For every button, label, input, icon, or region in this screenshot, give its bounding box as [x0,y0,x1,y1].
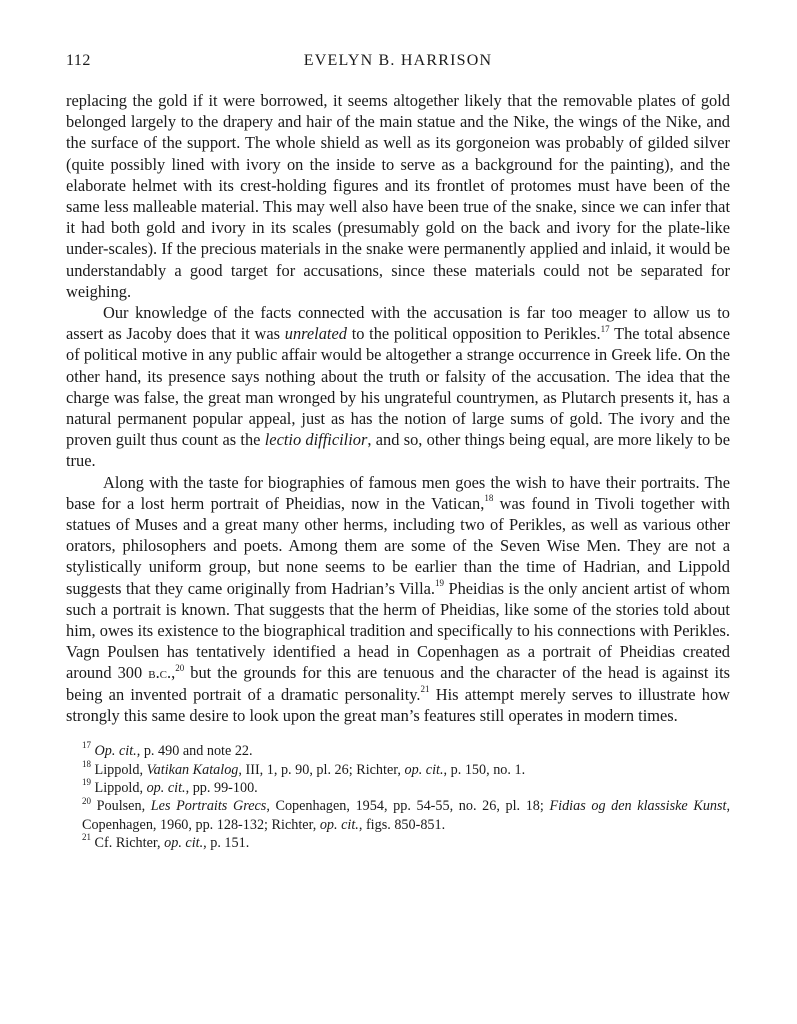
footnote-18: $^{18}$ Lippold, Vatikan Katalog, III, 1, p. 90, pl. 26; Richter, op. cit., p. 150, no. 1. [82,758,526,778]
page-number: 112 [66,52,91,69]
footnote-20: $^{20}$ Poulsen, Les Portraits Grecs, Copenhagen, 1954, pp. 54-55, no. 26, pl. 18; Fidias og den klassiske Kunst, Copenhagen, 1960, pp. 128-132; Richter, op. cit., figs. 850-851. [82,795,731,833]
running-title: EVELYN B. HARRISON [303,52,493,69]
footnote-ref-18[interactable]: 18 [484,493,494,504]
footnotes [66,742,730,852]
footnote-ref-17[interactable]: 17 [600,323,610,334]
paragraph-2: Our knowledge of the facts connected with the accusation is far too meager to allow us to assert as Jacoby does that it was unrelated to the political opposition to Perikles.$^{17}$ The total absence of political motive in any public affair would be altogether a strange occurrence in Greek life. On the other hand, its presence says nothing about the truth or falsity of the accusation. The idea that the charge was false, the great man wronged by his ungrateful countrymen, as Plutarch presents it, has a natural permanent popular appeal, just as has the notion of large sums of gold. The ivory and the proven guilt thus count as the lectio difficilior, and so, other things being equal, are more likely to be true. [66,303,730,471]
footnote-ref-21[interactable]: 21 [420,684,430,695]
footnote-21: $^{21}$ Cf. Richter, op. cit., p. 151. [82,832,250,852]
small-caps-bc: b.c. [148,663,172,683]
emphasis-lectio-difficilior: lectio difficilior [264,430,368,450]
paragraph-3: Along with the taste for biographies of famous men goes the wish to have their portraits. The base for a lost herm portrait of Pheidias, now in the Vatican,$^{18}$ was found in Tivoli together with statues of Muses and a great many other herms, including two of Perikles, as well as various other orators, philosophers and poets. Among them are some of the Seven Wise Men. They are not a stylistically uniform group, but none seems to be earlier than the time of Hadrian, and Lippold suggests that they came originally from Hadrian’s Villa.$^{19}$ Pheidias is the only ancient artist of whom such a portrait is known. That suggests that the herm of Pheidias, like some of the stories told about him, owes its existence to the biographical tradition and specifically to his connections with Perikles. Vagn Poulsen has tentatively identified a head in Copenhagen as a portrait of Pheidias created around 300 b.c.,$^{20}$ but the grounds for this are tenuous and the character of the head is against its being an invented portrait of a dramatic personality.$^{21}$ His attempt merely serves to illustrate how strongly this same desire to look upon the great man’s features still operates in modern times. [66,472,731,725]
emphasis-unrelated: unrelated [284,324,347,344]
paragraph-1: replacing the gold if it were borrowed, it seems altogether likely that the removable plates of gold belonged largely to the drapery and hair of the main statue and the Nike, the wings of the Nike, and the surface of the support. The whole shield as well as its gorgoneion was probably of gilded silver (quite possibly lined with ivory on the inside to serve as a background for the painting), and the elaborate helmet with its crest-holding figures and its frontlet of protomes must have been of the same less malleable material. This may well also have been true of the snake, since we can infer that it had both gold and ivory in its scales (presumably gold on the back and ivory for the plate-like under-scales). If the precious materials in the snake were permanently applied and inlaid, it would be understandably a good target for accusations, since these materials could not be separated for weighing. [66,91,730,301]
body-text [66,90,730,726]
footnote-ref-20[interactable]: 20 [175,663,185,674]
footnote-ref-19[interactable]: 19 [435,578,444,589]
running-head [66,52,730,74]
page [66,52,730,853]
footnote-17: $^{17}$ Op. cit., p. 490 and note 22. [82,740,253,760]
footnote-19: $^{19}$ Lippold, op. cit., pp. 99-100. [82,777,258,796]
